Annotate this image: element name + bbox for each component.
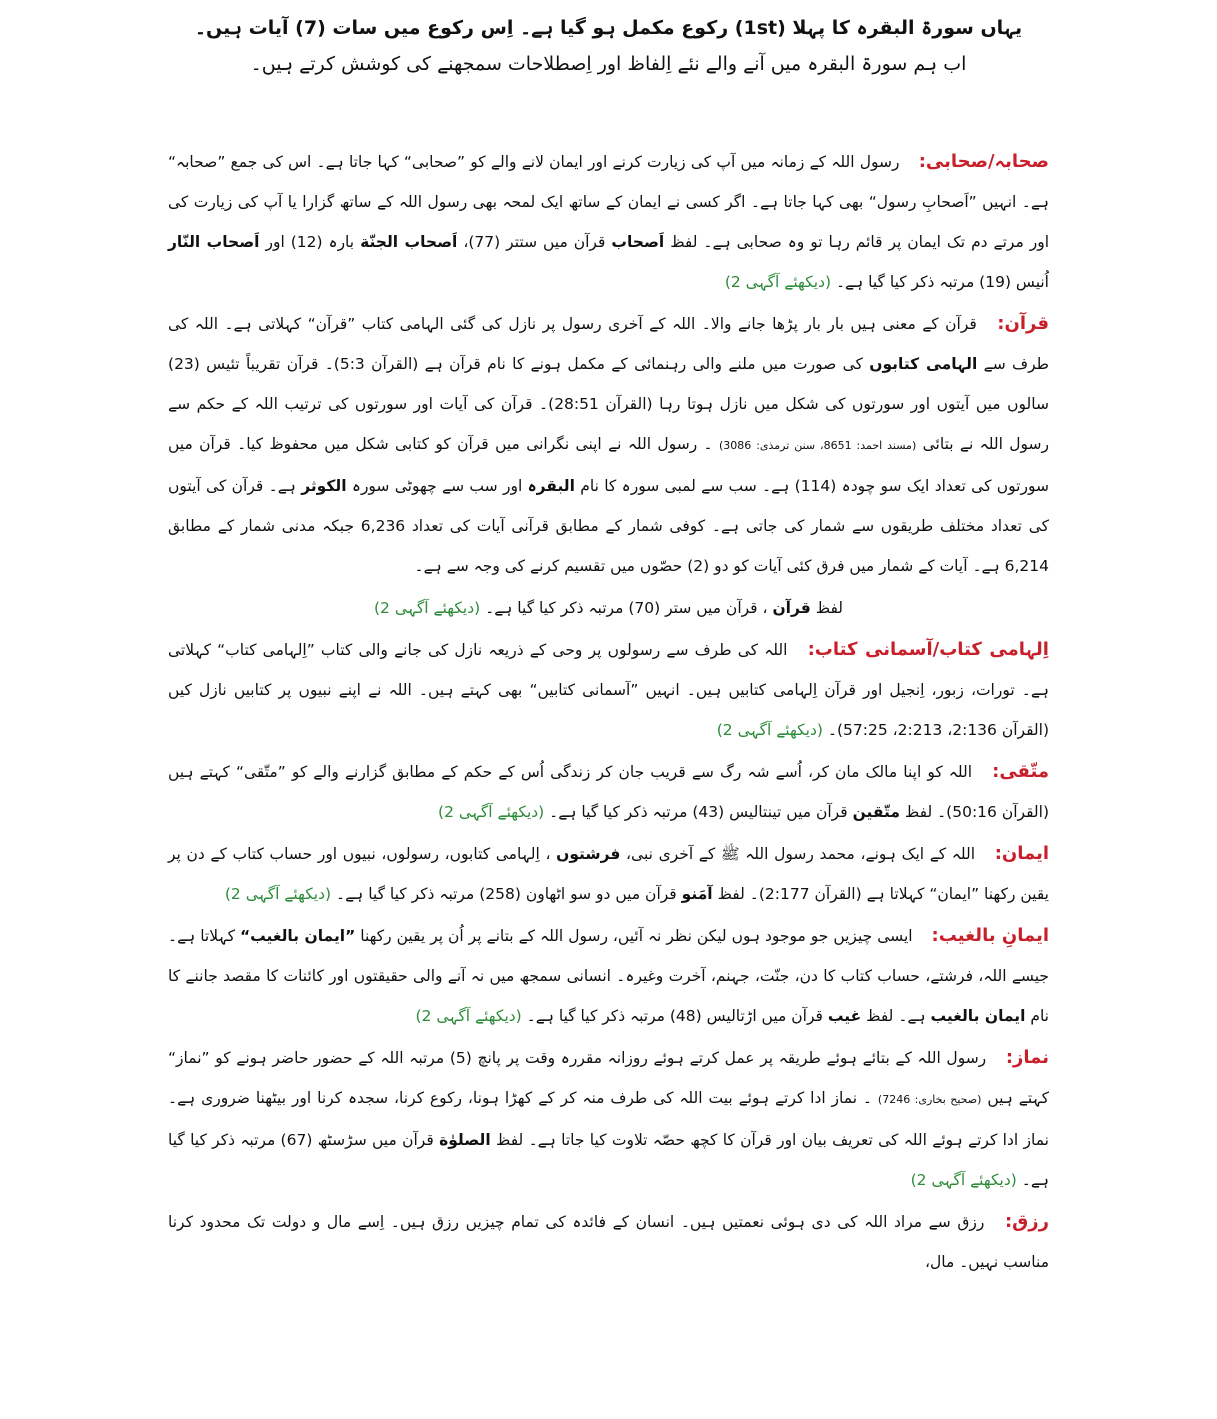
text: ایسی چیزیں جو موجود ہوں لیکن نظر نہ آئیں، رسول اللہ کے بتانے پر اُن پر یقین رکھنا: [360, 927, 913, 945]
entry-muttaqi: [168, 752, 1049, 832]
text: کی صورت میں ملنے والی رہنمائی کے مکمل ہونے کا نام قرآن ہے (القرآن 5:3)۔ قرآن تقریباً تئیس (23) سالوں میں آیتوں اور سورتوں کی شکل میں نازل ہوتا رہا (القرآن 28:51)۔ قرآن کی آیات اور سورتوں کی ترتیب اللہ کے حکم سے رسول اللہ نے بتائی: [168, 355, 1049, 453]
entry-sahaba: [168, 142, 1049, 302]
term-muttaqi: متّقی:: [992, 761, 1049, 782]
entry-quran: [168, 304, 1049, 586]
keyword: اَصحاب: [611, 233, 665, 251]
text: ، اِلہامی کتابوں، رسولوں، نبیوں اور حساب کتاب کے دن پر یقین رکھنا ”ایمان“ کہلاتا ہے (القرآن 2:177)۔ لفظ: [168, 845, 1049, 903]
text: ۔ نماز ادا کرتے ہوئے بیت اللہ کی طرف منہ کر کے کھڑا ہونا، رکوع کرنا، سجدہ کرنا اور بیٹھنا ضروری ہے۔ نماز ادا کرتے ہوئے اللہ کی تعریف بیان اور قرآن کا کچھ حصّہ تلاوت کیا جاتا ہے۔ لفظ: [168, 1089, 1049, 1149]
keyword: ”ایمان بالغیب“: [239, 927, 356, 945]
keyword: متّقین: [852, 803, 900, 821]
text: کہلاتا ہے۔ جیسے اللہ، فرشتے، حساب کتاب کا دن، جنّت، جہنم، آخرت وغیرہ۔ انسانی سمجھ میں نہ آنے والی حقیقتوں اور کائنات کا مقصد جاننے کا نام: [168, 927, 1049, 1025]
keyword: اَصحاب النّار: [168, 233, 260, 251]
term-ilhami-kitab: اِلہامی کتاب/آسمانی کتاب:: [807, 639, 1049, 660]
term-iman: ایمان:: [994, 843, 1050, 864]
entry-ilhami-kitab: [168, 630, 1049, 750]
text: قرآن میں ستتر (77)،: [463, 233, 606, 251]
see-agahi-ref: (دیکھئے آگہی 2): [224, 885, 332, 903]
text: رزق سے مراد اللہ کی دی ہوئی نعمتیں ہیں۔ انسان کے فائدہ کی تمام چیزیں رزق ہیں۔ اِسے مال و دولت تک محدود کرنا مناسب نہیں۔ مال،: [168, 1213, 1049, 1271]
see-agahi-ref: (دیکھئے آگہی 2): [415, 1007, 522, 1025]
text: ہے۔ قرآن کی آیتوں کی تعداد مختلف طریقوں سے شمار کی جاتی ہے۔ کوفی شمار کے مطابق قرآنی آیات کی تعداد 6,236 جبکہ مدنی شمار کے مطابق 6,214 ہے۔ آیات کے شمار میں فرق کئی آیات کو دو (2) حصّوں میں تقسیم کرنے کی وجہ سے ہے۔: [168, 477, 1049, 575]
keyword: آمَنو: [681, 885, 713, 903]
term-sahaba: صحابہ/صحابی:: [918, 151, 1049, 172]
text: قرآن میں اڑتالیس (48) مرتبہ ذکر کیا گیا ہے۔: [526, 1007, 823, 1025]
entry-quran-count: [168, 588, 1049, 628]
term-rizq: رزق:: [1004, 1211, 1049, 1232]
keyword: الکوثر: [301, 477, 347, 495]
keyword: قرآن: [772, 599, 811, 617]
hadith-reference: (صحیح بخاری: 7246): [877, 1093, 982, 1106]
header-line-1: یہاں سورۃ البقرہ کا پہلا (1st) رکوع مکمل ہو گیا ہے۔ اِس رکوع میں سات (7) آیات ہیں۔: [194, 17, 1023, 39]
text: رسول اللہ کے زمانہ میں آپ کی زیارت کرنے اور ایمان لانے والے کو ”صحابی“ کہا جاتا ہے۔ اس کی جمع ”صحابہ“ ہے۔ انہیں ”اَصحابِ رسول“ بھی کہا جاتا ہے۔ اگر کسی نے ایمان کے ساتھ ایک لمحہ بھی رسول اللہ کے ساتھ گزارا یا آپ کی زیارت کی اور مرتے دم تک ایمان پر قائم رہا تو وہ صحابی ہے۔ لفظ: [168, 153, 1050, 251]
keyword: الہامی کتابوں: [869, 355, 978, 373]
term-quran: قرآن:: [997, 313, 1049, 334]
see-agahi-ref: (دیکھئے آگہی 2): [910, 1171, 1017, 1189]
text: ، قرآن میں ستر (70) مرتبہ ذکر کیا گیا ہے۔: [485, 599, 768, 617]
glossary: [168, 142, 1049, 1282]
entry-iman-bil-ghaib: [168, 916, 1049, 1036]
term-namaz: نماز:: [1005, 1047, 1049, 1068]
text: ۔ رسول اللہ نے اپنی نگرانی میں قرآن کو کتابی شکل میں محفوظ کیا۔ قرآن میں سورتوں کی تعداد ایک سو چودہ (114) ہے۔ سب سے لمبی سورہ کا نام: [168, 435, 1049, 495]
entry-rizq: [168, 1202, 1049, 1282]
see-agahi-ref: (دیکھئے آگہی 2): [373, 599, 481, 617]
term-iman-bil-ghaib: ایمانِ بالغیب:: [931, 925, 1050, 946]
text: قرآن میں دو سو اٹھاون (258) مرتبہ ذکر کیا گیا ہے۔: [336, 885, 677, 903]
text: لفظ: [815, 599, 844, 617]
text: قرآن میں سڑسٹھ (67) مرتبہ ذکر کیا گیا ہے۔: [168, 1131, 1049, 1189]
text: قرآن کے معنی ہیں بار بار پڑھا جانے والا۔ اللہ کے آخری رسول پر نازل کی گئی الہامی کتاب ”قرآن“ کہلاتی ہے۔ اللہ کی طرف سے: [168, 315, 1050, 373]
keyword: فرشتوں: [556, 845, 621, 863]
see-agahi-ref: (دیکھئے آگہی 2): [724, 273, 832, 291]
text: بارہ (12) اور: [265, 233, 355, 251]
text: رسول اللہ کے بتائے ہوئے طریقہ پر عمل کرتے ہوئے روزانہ مقررہ وقت پر پانچ (5) مرتبہ اللہ کے حضور حاضر ہونے کو ”نماز“ کہتے ہیں: [168, 1049, 1049, 1107]
keyword: الصلوٰة: [439, 1131, 491, 1149]
see-agahi-ref: (دیکھئے آگہی 2): [438, 803, 545, 821]
see-agahi-ref: (دیکھئے آگہی 2): [716, 721, 823, 739]
text: اللہ کو اپنا مالک مان کر، اُسے شہ رگ سے قریب جان کر زندگی اُس کے حکم کے مطابق گزارنے والے کو ”متّقی“ کہتے ہیں (القرآن 50:16)۔ لفظ: [168, 763, 1049, 821]
header-line-2: اب ہم سورۃ البقرہ میں آنے والے نئے اِلفاظ اور اِصطلاحات سمجھنے کی کوشش کرتے ہیں۔: [250, 53, 967, 75]
text: قرآن میں تینتالیس (43) مرتبہ ذکر کیا گیا ہے۔: [549, 803, 848, 821]
keyword: غیب: [827, 1007, 862, 1025]
keyword: اَصحاب الجنّة: [360, 233, 458, 251]
entry-iman: [168, 834, 1049, 914]
text: اور سب سے چھوٹی سورہ: [351, 477, 523, 495]
text: اُنیس (19) مرتبہ ذکر کیا گیا ہے۔: [835, 273, 1049, 291]
text: اللہ کی طرف سے رسولوں پر وحی کے ذریعہ نازل کی جانے والی کتاب ”اِلہامی کتاب“ کہلاتی ہے۔ تورات، زبور، اِنجیل اور قرآن اِلہامی کتابیں ہیں۔ انہیں ”آسمانی کتابیں“ بھی کہتے ہیں۔ اللہ نے اپنے نبیوں پر کتابیں نازل کیں (القرآن 2:136، 2:213، 57:25)۔: [168, 641, 1049, 739]
entry-namaz: [168, 1038, 1049, 1200]
text: ہے۔ لفظ: [866, 1007, 926, 1025]
keyword: ایمان بالغیب: [930, 1007, 1026, 1025]
hadith-reference: (مسند احمد: 8651، سنن ترمذی: 3086): [718, 439, 917, 452]
text: اللہ کے ایک ہونے، محمد رسول اللہ ﷺ کے آخری نبی،: [626, 845, 976, 863]
page-header: [168, 10, 1049, 82]
keyword: البقرہ: [527, 477, 575, 495]
